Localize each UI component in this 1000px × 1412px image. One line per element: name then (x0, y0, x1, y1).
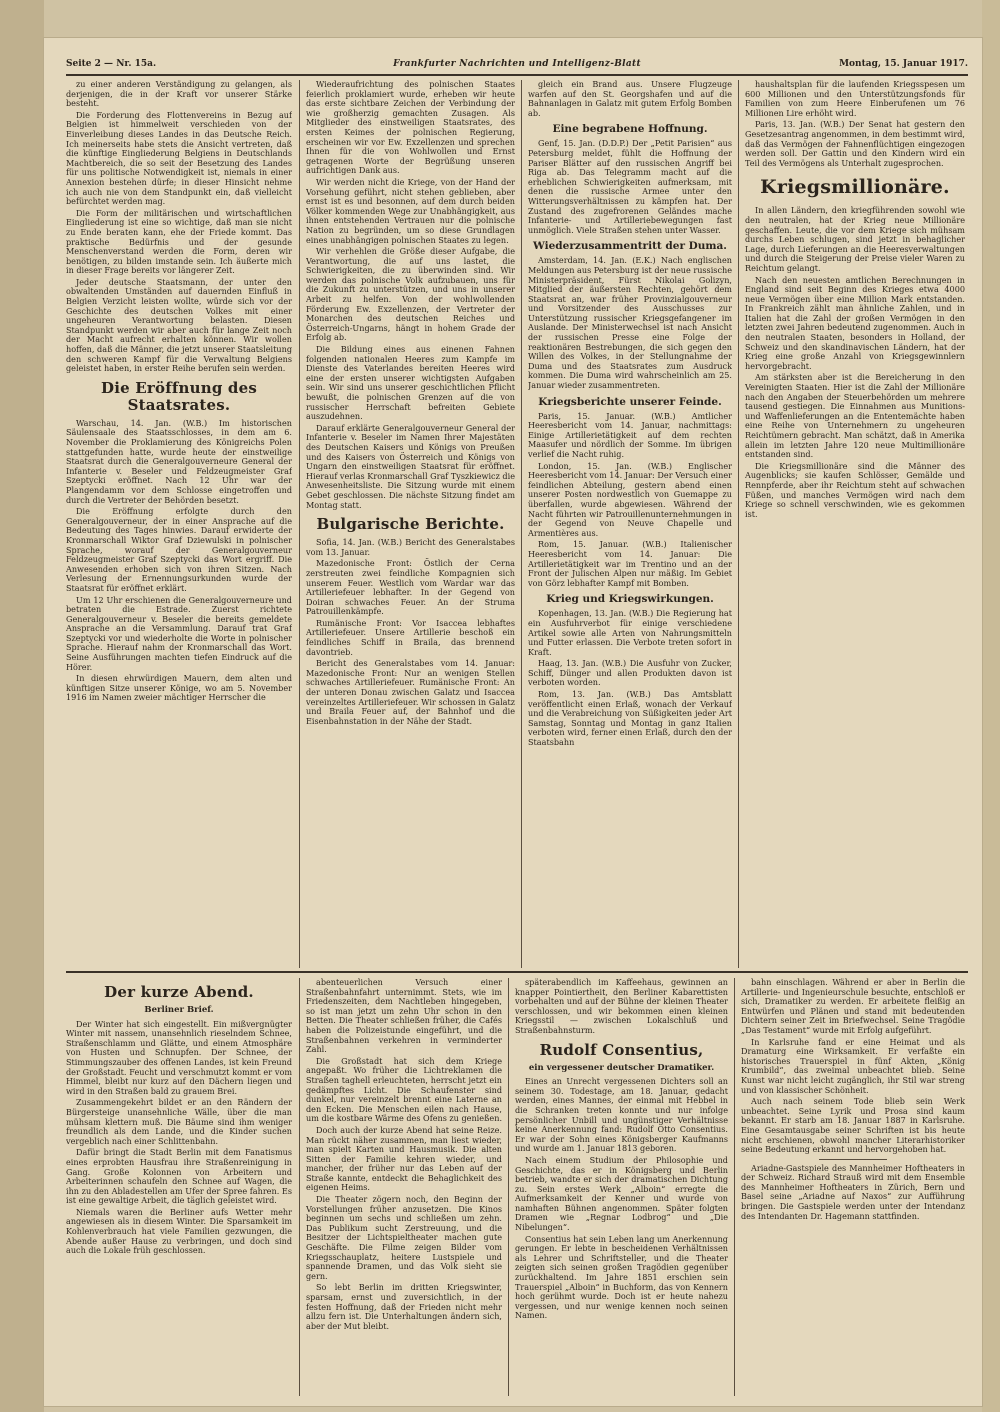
paragraph: Paris, 15. Januar. (W.B.) Amtlicher Heeresbericht vom 14. Januar, nachmittags: Einige Artillerietätigkeit auf dem rechten Maasufer und nördlich der Somme. Im übrigen verlief die Nacht ruhig. (528, 410, 732, 459)
header-masthead: Frankfurter Nachrichten und Intelligenz-Blatt (393, 59, 641, 69)
headline-kriegsmillionaere: Kriegsmillionäre. (760, 176, 950, 199)
paragraph: Genf, 15. Jan. (D.D.P.) Der „Petit Parisien“ aus Petersburg meldet, fühlt die Hoffnung der Pariser Blätter auf den russischen Angriff bei Riga ab. Das Telegramm macht auf die erheblichen Schwierigkeiten aufmerksam, mit denen die russische Armee unter den Witterungsverhältnissen zu kämpfen hat. Der Zustand des zugefrorenen Geländes mache Infanterie- und Artilleriebewegungen fast unmöglich. Viele Straßen stehen unter Wasser. (528, 138, 732, 235)
headline-bulgarien: Bulgarische Berichte. (316, 515, 505, 534)
headline-kurzer-abend: Der kurze Abend. (104, 983, 254, 1001)
paragraph: gleich ein Brand aus. Unsere Flugzeuge warfen auf den St. Georgshafen und auf die Bahnanlagen in Galatz mit gutem Erfolg Bomben ab. (528, 80, 732, 118)
headline-krieg: Krieg und Kriegswirkungen. (546, 593, 714, 606)
column-rule (521, 80, 522, 968)
column-7 (515, 978, 728, 1396)
paragraph: Rom, 15. Januar. (W.B.) Italienischer Heeresbericht vom 14. Januar: Die Artillerietätigkeit war im Trentino und an der Front der Julischen Alpen nur mäßig. Im Gebiet von Görz lebhafter Kampf mit Bomben. (528, 539, 732, 588)
paragraph: Haag, 13. Jan. (W.B.) Die Ausfuhr von Zucker, Schiff, Dünger und allen Produkten davon ist verboten worden. (528, 658, 732, 688)
column-1 (66, 80, 292, 966)
subheadline-berliner-brief: Berliner Brief. (144, 1005, 214, 1015)
paragraph: Darauf erklärte Generalgouverneur General der Infanterie v. Beseler im Namen Ihrer Majestäten des Deutschen Kaisers und Königs von Preußen und des Kaisers von Österreich und Königs von Ungarn den einstweiligen Staatsrat für eröffnet. Hierauf verlas Kronmarschall Graf Tyszkiewicz die Anwesenheitsliste. Die Sitzung wurde mit einem Gebet geschlossen. Die nächste Sitzung findet am Montag statt. (306, 422, 515, 510)
column-rule (738, 80, 739, 968)
paragraph: Die Theater zögern noch, den Beginn der Vorstellungen früher anzusetzen. Die Kinos beginnen um sechs und schließen um zehn. Das Publikum sucht Zerstreuung, und die Besitzer der Lichtspieltheater machen gute Geschäfte. Die Filme zeigen Bilder vom Kriegsschauplatz, heitere Lustspiele und spannende Dramen, und das Volk sieht sie gern. (306, 1194, 502, 1281)
paragraph: Consentius hat sein Leben lang um Anerkennung gerungen. Er lebte in bescheidenen Verhältnissen als Lehrer und Schriftsteller, und die Theater zeigten sich seinen großen Tragödien gegenüber zurückhaltend. Im Jahre 1851 erschien sein Trauerspiel „Alboin“ in Buchform, das von Kennern hoch gerühmt wurde. Doch ist er heute nahezu vergessen, und nur wenige kennen noch seinen Namen. (515, 1233, 728, 1321)
column-rule (299, 978, 300, 1396)
paragraph: Die Bildung eines aus einenen Fahnen folgenden nationalen Heeres zum Kampfe im Dienste des Vaterlandes bereiten Heeres wird eine der ersten unserer wichtigsten Aufgaben sein. Wir sind uns unserer geschichtlichen Pflicht bewußt, die polnischen Grenzen auf die von russischer Herrschaft befreiten Gebiete auszudehnen. (306, 344, 515, 422)
paragraph: Rom, 13. Jan. (W.B.) Das Amtsblatt veröffentlicht einen Erlaß, wonach der Verkauf und die Verabreichung von Süßigkeiten jeder Art Samstag, Sonntag und Montag in ganz Italien verboten wird, ferner einen Erlaß, durch den der Staatsbahn (528, 689, 732, 748)
paragraph: Die Forderung des Flottenvereins in Bezug auf Belgien ist himmelweit verschieden von der Einverleibung dieses Landes in das Deutsche Reich. Ich meinerseits habe stets die Ansicht vertreten, daß die künftige Eingliederung Belgiens in Deutschlands Machtbereich, die so seit der Besetzung des Landes für uns politische Notwendigkeit ist, niemals in einer Annexion bestehen dürfe; in dieser Hinsicht nehme ich auch nie von dem Standpunkt ein, daß vielleicht befürchtet werden mag. (66, 109, 292, 207)
column-8 (741, 978, 965, 1396)
paragraph: So lebt Berlin im dritten Kriegswinter, sparsam, ernst und zuversichtlich, in der festen Hoffnung, daß der Frieden nicht mehr allzu fern ist. Die Unterhaltungen ändern sich, aber der Mut bleibt. (306, 1282, 502, 1331)
paragraph: In diesen ehrwürdigen Mauern, dem alten und künftigen Sitze unserer Könige, wo am 5. November 1916 im Namen zweier mächtiger Herrscher die (66, 673, 292, 703)
paragraph: Ariadne-Gastspiele des Mannheimer Hoftheaters in der Schweiz. Richard Strauß wird mit dem Ensemble des Mannheimer Hoftheaters in Zürich, Bern und Basel seine „Ariadne auf Naxos“ zur Aufführung bringen. Die Gastspiele werden unter der Intendanz des Intendanten Dr. Hagemann stattfinden. (741, 1162, 965, 1221)
paragraph: Doch auch der kurze Abend hat seine Reize. Man rückt näher zusammen, man liest wieder, man spielt Karten und Hausmusik. Die alten Sitten der Familie kehren wieder, und mancher, der früher nur das Leben auf der Straße kannte, entdeckt die Behaglichkeit des eigenen Heims. (306, 1124, 502, 1193)
column-6 (306, 978, 502, 1396)
headline-rudolf-consentius: Rudolf Consentius, (539, 1040, 704, 1059)
paragraph: Auch nach seinem Tode blieb sein Werk unbeachtet. Seine Lyrik und Prosa sind kaum bekannt. Er starb am 18. Januar 1887 in Karlsruhe. Eine Gesamtausgabe seiner Schriften ist bis heute nicht erschienen, obwohl mancher Literarhistoriker seine Bedeutung erkannt und hervorgehoben hat. (741, 1096, 965, 1155)
paragraph: Nach einem Studium der Philosophie und Geschichte, das er in Königsberg und Berlin betrieb, wandte er sich der dramatischen Dichtung zu. Sein erstes Werk „Alboin“ erregte die Aufmerksamkeit der Kenner und wurde von namhaften Bühnen angenommen. Später folgten Dramen wie „Regnar Lodbrog“ und „Die Nibelungen“. (515, 1154, 728, 1233)
headline-hoffnung: Eine begrabene Hoffnung. (552, 123, 708, 136)
column-rule (299, 80, 300, 968)
paragraph: Der Winter hat sich eingestellt. Ein mißvergnügter Winter mit nassem, unansehnlich rieselndem Schnee, Straßenschlamm und Glätte, und einem Atmosphäre von Husten und Schnupfen. Der Schnee, der Stimmungszauber des offenen Landes, ist kein Freund der Großstadt. Feucht und verschmutzt kommt er vom Himmel, bleibt nur kurz auf den Dächern liegen und wird in den Straßen bald zu grauem Brei. (66, 1018, 292, 1096)
paragraph: Die Form der militärischen und wirtschaftlichen Eingliederung ist eine so wichtige, daß man sie nicht zu Ende beraten kann, ehe der Friede kommt. Das praktische Bedürfnis und der gesunde Menschenverstand werden die Form, deren wir benötigen, zu bilden imstande sein. Ich äußerte mich in dieser Frage bereits vor längerer Zeit. (66, 207, 292, 276)
paragraph: Die Kriegsmillionäre sind die Männer des Augenblicks; sie kaufen Schlösser, Gemälde und Rennpferde, aber ihr Reichtum steht auf schwachen Füßen, und manches Vermögen wird nach dem Kriege so schnell verschwinden, wie es gekommen ist. (745, 460, 965, 519)
paragraph: In Karlsruhe fand er eine Heimat und als Dramaturg eine Wirksamkeit. Er verfaßte ein historisches Trauerspiel in fünf Akten, „König Krumbild“, das zweimal unbeachtet blieb. Seine Kunst war nicht leicht zugänglich, ihr Stil war streng und von klassischer Schönheit. (741, 1036, 965, 1095)
column-4 (745, 80, 965, 966)
column-5 (66, 978, 292, 1396)
subheadline-dramatiker: ein vergessener deutscher Dramatiker. (528, 1062, 715, 1073)
paragraph: Niemals waren die Berliner aufs Wetter mehr angewiesen als in diesem Winter. Die Sparsamkeit im Kohlenverbrauch hat viele Familien gezwungen, die Abende außer Hause zu verbringen, und doch sind auch die Lokale früh geschlossen. (66, 1206, 292, 1256)
paragraph: Die Eröffnung erfolgte durch den Generalgouverneur, der in einer Ansprache auf die Bedeutung des Tages hinwies. Darauf erwiderte der Kronmarschall Wiktor Graf Dziewulski in polnischer Sprache, worauf der Generalgouverneur Feldzeugmeister Graf Szeptycki das Wort ergriff. Die Anwesenden erhoben sich von ihren Sitzen. Nach Verlesung der Ernennungsurkunden wurde der Staatsrat für eröffnet erklärt. (66, 506, 292, 593)
paragraph: In allen Ländern, den kriegführenden sowohl wie den neutralen, hat der Krieg neue Millionäre geschaffen. Leute, die vor dem Kriege sich mühsam durchs Leben schlugen, sind jetzt in behaglicher Lage, durch Lieferungen an die Heeresverwaltungen und durch die Steigerung der Preise vieler Waren zu Reichtum gelangt. (745, 205, 965, 273)
column-2 (306, 80, 515, 966)
paragraph: haushaltsplan für die laufenden Kriegsspesen um 600 Millionen und den Unterstützungsfonds für Familien von zum Heere Einberufenen um 76 Millionen Lire erhöht wird. (745, 80, 965, 118)
paragraph: Nach den neuesten amtlichen Berechnungen in England sind seit Beginn des Krieges etwa 4000 neue Vermögen über eine Million Mark entstanden. In Frankreich zählt man ähnliche Zahlen, und in Italien hat die Zahl der großen Vermögen in den letzten zwei Jahren bedeutend zugenommen. Auch in den neutralen Staaten, besonders in Holland, der Schweiz und den skandinavischen Ländern, hat der Krieg eine große Anzahl von Kriegsgewinnlern hervorgebracht. (745, 274, 965, 371)
paragraph: Wiederaufrichtung des polnischen Staates feierlich proklamiert wurde, erheben wir heute das erste sichtbare Zeichen der Verbindung der wie großherzig gemachten Zusagen. Als Mitglieder des einstweiligen Staatsrates, des ersten Keimes der polnischen Regierung, erscheinen wir vor Ew. Exzellenzen und sprechen Ihnen für die von Wohlwollen und Ernst getragenen Worte der Begrüßung unseren aufrichtigen Dank aus. (306, 80, 515, 176)
paragraph: späterabendlich im Kaffeehaus, gewinnen an knapper Pointiertheit, den Berliner Kabarettisten vorbehalten und auf der Bühne der kleinen Theater verschlossen, und wir bekommen einen kleinen Kriegsstil — zwischen Lokalschluß und Straßenbahnsturm. (515, 978, 728, 1035)
paragraph: London, 15. Jan. (W.B.) Englischer Heeresbericht vom 14. Januar: Der Versuch einer feindlichen Abteilung, gestern abend einen unserer Posten nordwestlich von Guemappe zu überfallen, wurde abgewiesen. Während der Nacht führten wir Patrouillenunternehmungen in der Gegend von Neuve Chapelle und Armentières aus. (528, 460, 732, 538)
paragraph: zu einer anderen Verständigung zu gelangen, als derjenigen, die in der Kraft vor unserer Stärke besteht. (66, 80, 292, 109)
column-rule (734, 978, 735, 1396)
headline-staatsrat: Die Eröffnung des Staatsrates. (100, 378, 258, 414)
headline-duma: Wiederzusammentritt der Duma. (533, 240, 727, 253)
paragraph: Zusammengekehrt bildet er an den Rändern der Bürgersteige unansehnliche Wälle, über die man mühsam klettern muß. Die Bäume sind ihm weniger freundlich als dem Lande, und die Kinder suchen vergeblich nach einer Schlittenbahn. (66, 1097, 292, 1146)
newspaper-page (44, 38, 982, 1406)
paragraph: bahn einschlagen. Während er aber in Berlin die Artillerie- und Ingenieurschule besuchte, entschloß er sich, Dramatiker zu werden. Er arbeitete fleißig an Entwürfen und Plänen und stand mit bedeutenden Dichtern seiner Zeit im Briefwechsel. Seine Tragödie „Das Testament“ wurde mit Erfolg aufgeführt. (741, 978, 965, 1035)
paragraph: Kopenhagen, 13. Jan. (W.B.) Die Regierung hat ein Ausfuhrverbot für einige verschiedene Artikel sowie alle Arten von Nahrungsmitteln und Futter erlassen. Die Verbote treten sofort in Kraft. (528, 608, 732, 657)
paragraph: Bericht des Generalstabes vom 14. Januar: Mazedonische Front: Nur an wenigen Stellen schwaches Artilleriefeuer. Rumänische Front: An der unteren Donau zwischen Galatz und Isaccea vereinzeltes Artilleriefeuer. Wir schossen in Galatz und Braila Feuer auf, der Bahnhof und die Eisenbahnstation in der Nähe der Stadt. (306, 658, 515, 726)
paragraph: Eines an Unrecht vergessenen Dichters soll an seinem 30. Todestage, am 18. Januar, gedacht werden, eines Mannes, der einmal mit Hebbel in die Schranken treten konnte und nur infolge persönlicher Unbill und ungünstiger Verhältnisse keine Anerkennung fand: Rudolf Otto Consentius. Er war der Sohn eines Königsberger Kaufmanns und wurde am 1. Januar 1813 geboren. (515, 1076, 728, 1154)
paragraph: Jeder deutsche Staatsmann, der unter den obwaltenden Umständen auf dauernden Einfluß in Belgien Verzicht leisten wollte, würde sich vor der Geschichte des deutschen Volkes mit einer ungeheuren Verantwortung belasten. Diesen Standpunkt werden wir aber auch für lange Zeit noch der Macht aufrecht erhalten können. Wir wollen hoffen, daß die Männer, die jetzt unserer Staatsleitung den schweren Kampf für die Verwaltung Belgiens geleistet haben, in erster Reihe berufen sein werden. (66, 276, 292, 374)
page-header (66, 58, 968, 76)
paragraph: Amsterdam, 14. Jan. (E.K.) Nach englischen Meldungen aus Petersburg ist der neue russische Ministerpräsident, Fürst Nikolai Golizyn, Mitglied der äußersten Rechten, gehört dem Staatsrat an, war früher Provinzialgouverneur und Vorsitzender des Ausschusses zur Unterstützung russischer Kriegsgefangener im Auslande. Der Ministerwechsel ist nach Ansicht der russischen Presse eine Folge der reaktionären Bestrebungen, die sich gegen den Willen des Volkes, in der Stellungnahme der Duma und des Staatsrates zum Ausdruck kommen. Die Duma wird wahrscheinlich am 25. Januar wieder zusammentreten. (528, 255, 732, 391)
paragraph: Um 12 Uhr erschienen die Generalgouverneure und betraten die Estrade. Zuerst richtete Generalgouverneur v. Beseler die bereits gemeldete Ansprache an die Versammlung. Darauf trat Graf Szeptycki vor und wiederholte die Worte in polnischer Sprache. Hierauf nahm der Kronmarschall das Wort. Seine Ausführungen machten tiefen Eindruck auf die Hörer. (66, 594, 292, 672)
paragraph: Mazedonische Front: Östlich der Cerna zerstreuten zwei feindliche Kompagnien sich unserem Feuer. Westlich vom Wardar war das Artilleriefeuer lebhafter. In der Gegend von Doiran schwaches Feuer. An der Struma Patrouillenkämpfe. (306, 558, 515, 617)
paragraph: Am stärksten aber ist die Bereicherung in den Vereinigten Staaten. Hier ist die Zahl der Millionäre nach den Angaben der Steuerbehörden um mehrere tausend gestiegen. Die Einnahmen aus Munitions- und Waffenlieferungen an die Ententemächte haben eine Reihe von Unternehmern zu ungeheuren Reichtümern gebracht. Man schätzt, daß in Amerika allein im letzten Jahre 120 neue Multimillionäre entstanden sind. (745, 372, 965, 460)
paragraph: Sofia, 14. Jan. (W.B.) Bericht des Generalstabes vom 13. Januar. (306, 537, 515, 557)
page-left-margin (0, 0, 44, 1412)
paragraph: Wir werden nicht die Kriege, von der Hand der Vorsehung geführt, nicht stehen geblieben, aber ernst ist es und besonnen, auf dem durch beiden Völker kommenden Wege zur Unabhängigkeit, aus ihnen entstehenden Vertrauen nur die polnische Nation zu begründen, um so diese Grundlagen eines unabhängigen polnischen Staates zu legen. (306, 176, 515, 245)
page-right-margin (982, 0, 1000, 1412)
paragraph: Dafür bringt die Stadt Berlin mit dem Fanatismus eines erprobten Hausfrau ihre Straßenreinigung in Gang. Große Kolonnen von Arbeitern und Arbeiterinnen schaufeln den Schnee auf Wagen, die ihn zu den Abladestellen am Ufer der Spree fahren. Es ist eine gewaltige Arbeit, die täglich geleistet wird. (66, 1147, 292, 1206)
header-page-number: Seite 2 — Nr. 15a. (66, 59, 157, 69)
section-divider (66, 971, 968, 973)
column-3 (528, 80, 732, 966)
paragraph: Warschau, 14. Jan. (W.B.) Im historischen Säulensaale des Staatsschlosses, in dem am 6. November die Proklamierung des Königreichs Polen stattgefunden hatte, wurde heute der einstweilige Staatsrat durch die Generalgouverneure General der Infanterie v. Beseler und Feldzeugmeister Graf Szeptycki eröffnet. Nach 12 Uhr war der Plangendamm vor dem Schlosse eingetroffen und durch die Vertreter der Behörden besetzt. (66, 417, 292, 505)
column-rule (508, 978, 509, 1396)
paragraph: Wir verhehlen die Größe dieser Aufgabe, die Verantwortung, die auf uns lastet, die Schwierigkeiten, die zu überwinden sind. Wir werden das polnische Volk aufzubauen, uns für die Zukunft zu unterstützen, und uns in unserer Arbeit zu helfen. Von der wohlwollenden Förderung Ew. Exzellenzen, der Vertreter der Monarchen des deutschen Reiches und Österreich-Ungarns, hängt in hohem Grade der Erfolg ab. (306, 246, 515, 343)
article-separator (819, 1159, 886, 1160)
paragraph: abenteuerlichen Versuch einer Straßenbahnfahrt unternimmt. Stets, wie im Friedenszeiten, dem Nachtleben hingegeben, so ist man jetzt um zehn Uhr schon in den Betten. Die Theater schließen früher, die Cafés haben die Polizeistunde eingeführt, und die Straßenbahnen verkehren in verminderter Zahl. (306, 978, 502, 1055)
headline-kriegsberichte: Kriegsberichte unserer Feinde. (538, 395, 722, 408)
paragraph: Rumänische Front: Vor Isaccea lebhaftes Artilleriefeuer. Unsere Artillerie beschoß ein feindliches Schiff in Braila, das brennend davontrieb. (306, 617, 515, 657)
paragraph: Die Großstadt hat sich dem Kriege angepaßt. Wo früher die Lichtreklamen die Straßen taghell erleuchteten, herrscht jetzt ein gedämpftes Licht. Die Schaufenster sind dunkel, nur vereinzelt brennt eine Laterne an den Ecken. Die Menschen eilen nach Hause, um die kostbare Wärme des Ofens zu genießen. (306, 1055, 502, 1124)
header-date: Montag, 15. Januar 1917. (839, 59, 968, 69)
paragraph: Paris, 13. Jan. (W.B.) Der Senat hat gestern den Gesetzesantrag angenommen, in dem bestimmt wird, daß das Vermögen der Fahnenflüchtigen eingezogen werden soll. Der Gattin und den Kindern wird ein Teil des Vermögens als Unterhalt zugesprochen. (745, 119, 965, 168)
